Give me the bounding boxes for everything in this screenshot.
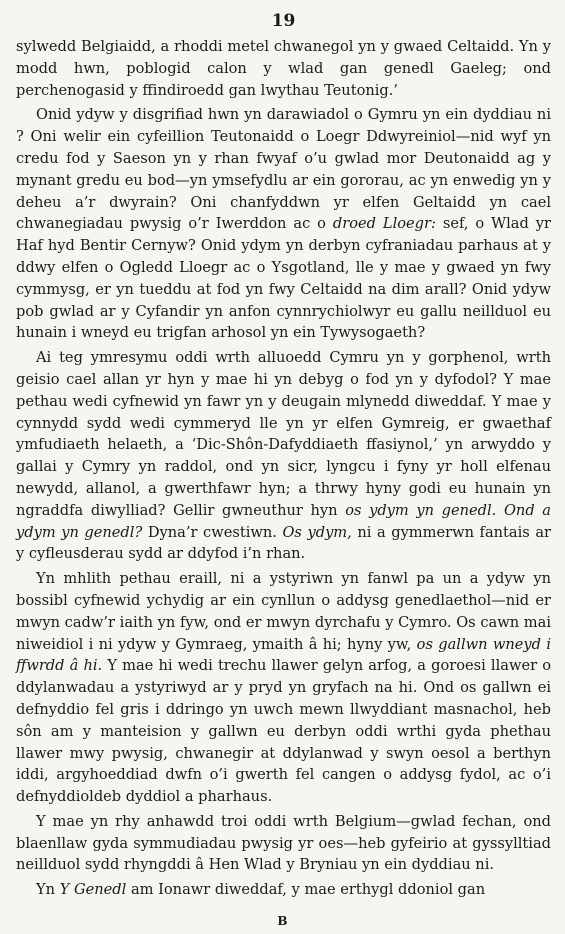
- signature-mark: B: [277, 914, 288, 928]
- paragraph: [16, 36, 551, 101]
- text-run: [496, 502, 504, 519]
- page-number: 19: [271, 11, 296, 31]
- text-run: Dyna’r cwestiwn.: [142, 523, 283, 541]
- italic-text: os gallwn wneyd i ffwrdd â hi.: [16, 635, 551, 675]
- italic-text: Os ydym,: [282, 523, 352, 541]
- text-run: ni a gymmerwn fantais ar y cyfleusderau sydd ar ddyfod i’n rhan.: [16, 523, 551, 563]
- text-run: sef, o Wlad yr Haf hyd Bentir Cernyw? Onid ydym yn derbyn cyfraniadau parhaus at y ddwy elfen o Ogledd Lloegr ac o Ysgotland, lle y mae y gwaed yn fwy cymmysg, er yn tueddu at fod yn fwy Celtaidd na dim arall? Onid ydyw pob gwlad ar y Cyfandir yn anfon cynnrychiolwyr eu gallu neillduol eu hunain i wneyd eu trigfan arhosol yn ein Tywysogaeth?: [16, 215, 551, 342]
- italic-text: os ydym yn genedl.: [345, 501, 497, 519]
- text-run: Y mae hi wedi trechu llawer gelyn arfog, a goroesi llawer o ddylanwadau a ystyriwyd ar y pryd yn gryfach na hi. Ond os gallwn ei defnyddio fel gris i ddringo yn uwch mewn llwyddiant masnachol, heb sôn am y manteision y gallwn eu derbyn oddi wrthi gyda phethau llawer mwy pwysig, chwanegir at ddylanwad y swyn oesol a berthyn iddi, argyhoeddiad dwfn o’i gwerth fel cangen o addysg fydol, ac o’i defnyddioldeb dyddiol a pharhaus.: [16, 657, 551, 806]
- paragraph: [16, 347, 551, 565]
- paragraph: [16, 104, 551, 344]
- text-run: sylwedd Belgiaidd, a rhoddi metel chwanegol yn y gwaed Celtaidd. Yn y modd hwn, poblogid calon y wlad gan genedl Gaeleg; ond perchenogasid y ffindiroedd gan lwythau Teutonig.’: [16, 38, 551, 99]
- text-run: Y mae yn rhy anhawdd troi oddi wrth Belgium—gwlad fechan, ond blaenllaw gyda symmudiadau pwysig yr oes—heb gyfeirio at gyssylltiad neillduol sydd rhyngddi â Hen Wlad y Bryniau yn ein dyddiau ni.: [16, 812, 551, 874]
- paragraph: [16, 879, 551, 901]
- paragraph: [16, 811, 551, 876]
- text-run: Onid ydyw y disgrifiad hwn yn darawiadol o Gymru yn ein dyddiau ni ? Oni welir ein cyfeillion Teutonaidd o Loegr Ddwyreiniol—nid wyf yn credu fod y Saeson yn y rhan fwyaf o’u gwlad mor Deutonaidd ag y mynant gredu eu bod—yn ymsefydlu ar ein gororau, ac yn enwedig yn y deheu a’r dwyrain? Oni chanfyddwn yr elfen Geltaidd yn cael chwanegiadau pwysig o’r Iwerddon ac o: [16, 106, 551, 233]
- text-run: am Ionawr diweddaf, y mae erthygl ddoniol gan: [126, 881, 486, 899]
- italic-text: droed Lloegr:: [332, 215, 436, 233]
- text-run: Yn mhlith pethau eraill, ni a ystyriwn yn fanwl pa un a ydyw yn bossibl cyfnewid ychydig ar ein cynllun o addysg genedlaethol—nid er mwyn cadw’r iaith yn fyw, ond er mwyn dyrchafu y Cymro. Os cawn mai niweidiol i ni ydyw y Gymraeg, ymaith â hi; hyny yw,: [16, 570, 551, 653]
- text-run: Ai teg ymresymu oddi wrth alluoedd Cymru yn y gorphenol, wrth geisio cael allan yr hyn y mae hi yn debyg o fod yn y dyfodol? Y mae pethau wedi cyfnewid yn fawr yn y deugain mlynedd diweddaf. Y mae y cynnydd sydd wedi cymmeryd lle yn yr elfen Gymreig, er gwaethaf ymfudiaeth helaeth, a ‘Dic-Shôn-Dafyddiaeth ffasiynol,’ yn arwyddo y gallai y Cymry yn raddol, ond yn sicr, lyngcu i fyny yr holl elfenau newydd, allanol, a gwerthfawr hyn; a thrwy hyny godi eu hunain yn ngraddfa diwylliad? Gellir gwneuthur hyn: [16, 349, 551, 519]
- text-body: [16, 36, 551, 901]
- text-run: Yn: [36, 881, 60, 899]
- italic-text: Y Genedl: [59, 881, 127, 899]
- paragraph: [16, 568, 551, 808]
- italic-text: Ond a ydym yn genedl?: [16, 501, 552, 541]
